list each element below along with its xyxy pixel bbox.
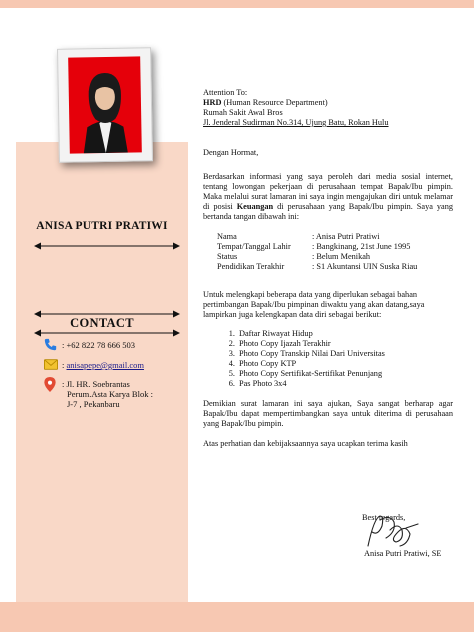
phone-icon [44,338,57,351]
email-prefix: : [62,360,67,370]
thanks-line: Atas perhatian dan kebijaksaannya saya ucapkan terima kasih [203,439,408,448]
company-address: Jl. Jenderal Sudirman No.314, Ujung Batu, Rokan Hulu [203,118,389,127]
sidebar-panel [16,142,188,602]
attachments-list [203,329,453,389]
attention-line: Attention To: [203,88,248,97]
address-line-2: Perum.Asta Karya Blok : [67,389,153,399]
handwritten-signature [360,510,460,554]
location-pin-icon [44,377,56,392]
list-item: 4. Photo Copy KTP [237,359,453,369]
detail-value: : S1 Akuntansi UIN Suska Riau [312,262,418,271]
double-arrow-divider-top [34,241,180,251]
hrd-line [203,98,453,108]
hrd-description: (Human Resource Department) [221,98,328,107]
greeting: Dengan Hormat, [203,148,259,157]
contact-title: CONTACT [70,316,134,330]
hrd-label: HRD [203,98,222,107]
detail-row [203,242,453,252]
company-name: Rumah Sakit Awal Bros [203,108,283,117]
list-item: 3. Photo Copy Transkip Nilai Dari Universitas [237,349,453,359]
closing-paragraph: Demikian surat lamaran ini saya ajukan, Saya sangat berharap agar Bapak/Ibu dapat mempertimbangkan saya untuk diterima di perusahaan yang Bapak/Ibu pimpin. [203,399,453,428]
profile-photo [68,56,142,153]
cover-letter-body [203,88,453,449]
list-item: 5. Photo Copy Sertifikat-Sertifikat Penunjang [237,369,453,379]
detail-value: : Belum Menikah [312,252,371,261]
detail-value: : Anisa Putri Pratiwi [312,232,380,241]
applicant-name: ANISA PUTRI PRATIWI [36,220,168,232]
bottom-accent-band [0,602,474,632]
mail-icon [44,359,58,370]
email-link[interactable]: anisapepe@gmail.com [66,360,144,370]
intro-position: Keuangan [236,202,274,211]
list-item: 1. Daftar Riwayat Hidup [237,329,453,339]
intro-part-1: Berdasarkan informasi yang saya peroleh dari media sosial internet, tentang lowongan pekerjaan di perusahaan tempat Bapak/Ibu pimpin. Maka melalui surat lamaran ini saya ingin mengajukan diri untuk melamar di posisi [203,172,453,211]
list-item: 6. Pas Photo 3x4 [237,379,453,389]
regards-line: Best regards, [362,513,406,522]
personal-details [203,232,453,272]
intro-paragraph [203,172,453,222]
address-line-3: J-7 , Pekanbaru [67,399,120,409]
phone-number: : +62 822 78 666 503 [62,340,136,350]
attachments-intro: Untuk melengkapi beberapa data yang diperlukan sebagai bahan pertimbangan Bapak/Ibu pimpinan diwaktu yang akan datang,saya lampirkan juga kelengkapan data diri sebagai berikut: [203,290,425,319]
address-block [62,379,153,409]
signer-name: Anisa Putri Pratiwi, SE [364,549,442,558]
detail-key: Pendidikan Terakhir [217,262,285,271]
detail-value: : Bangkinang, 21st June 1995 [312,242,411,251]
list-item: 2. Photo Copy Ijazah Terakhir [237,339,453,349]
top-accent-band [0,0,474,8]
detail-row [203,232,453,242]
double-arrow-divider-contact-bottom [34,328,180,338]
address-line-1: : Jl. HR. Soebrantas [62,379,130,389]
profile-photo-frame [57,47,153,163]
detail-row [203,262,453,272]
email-line [62,360,144,370]
detail-key: Nama [217,232,237,241]
detail-key: Status [217,252,238,261]
intro-part-2: di perusahaan yang Bapak/Ibu pimpin. Saya yang bertanda tangan dibawah ini: [203,202,453,221]
detail-key: Tempat/Tanggal Lahir [217,242,291,251]
detail-row [203,252,453,262]
